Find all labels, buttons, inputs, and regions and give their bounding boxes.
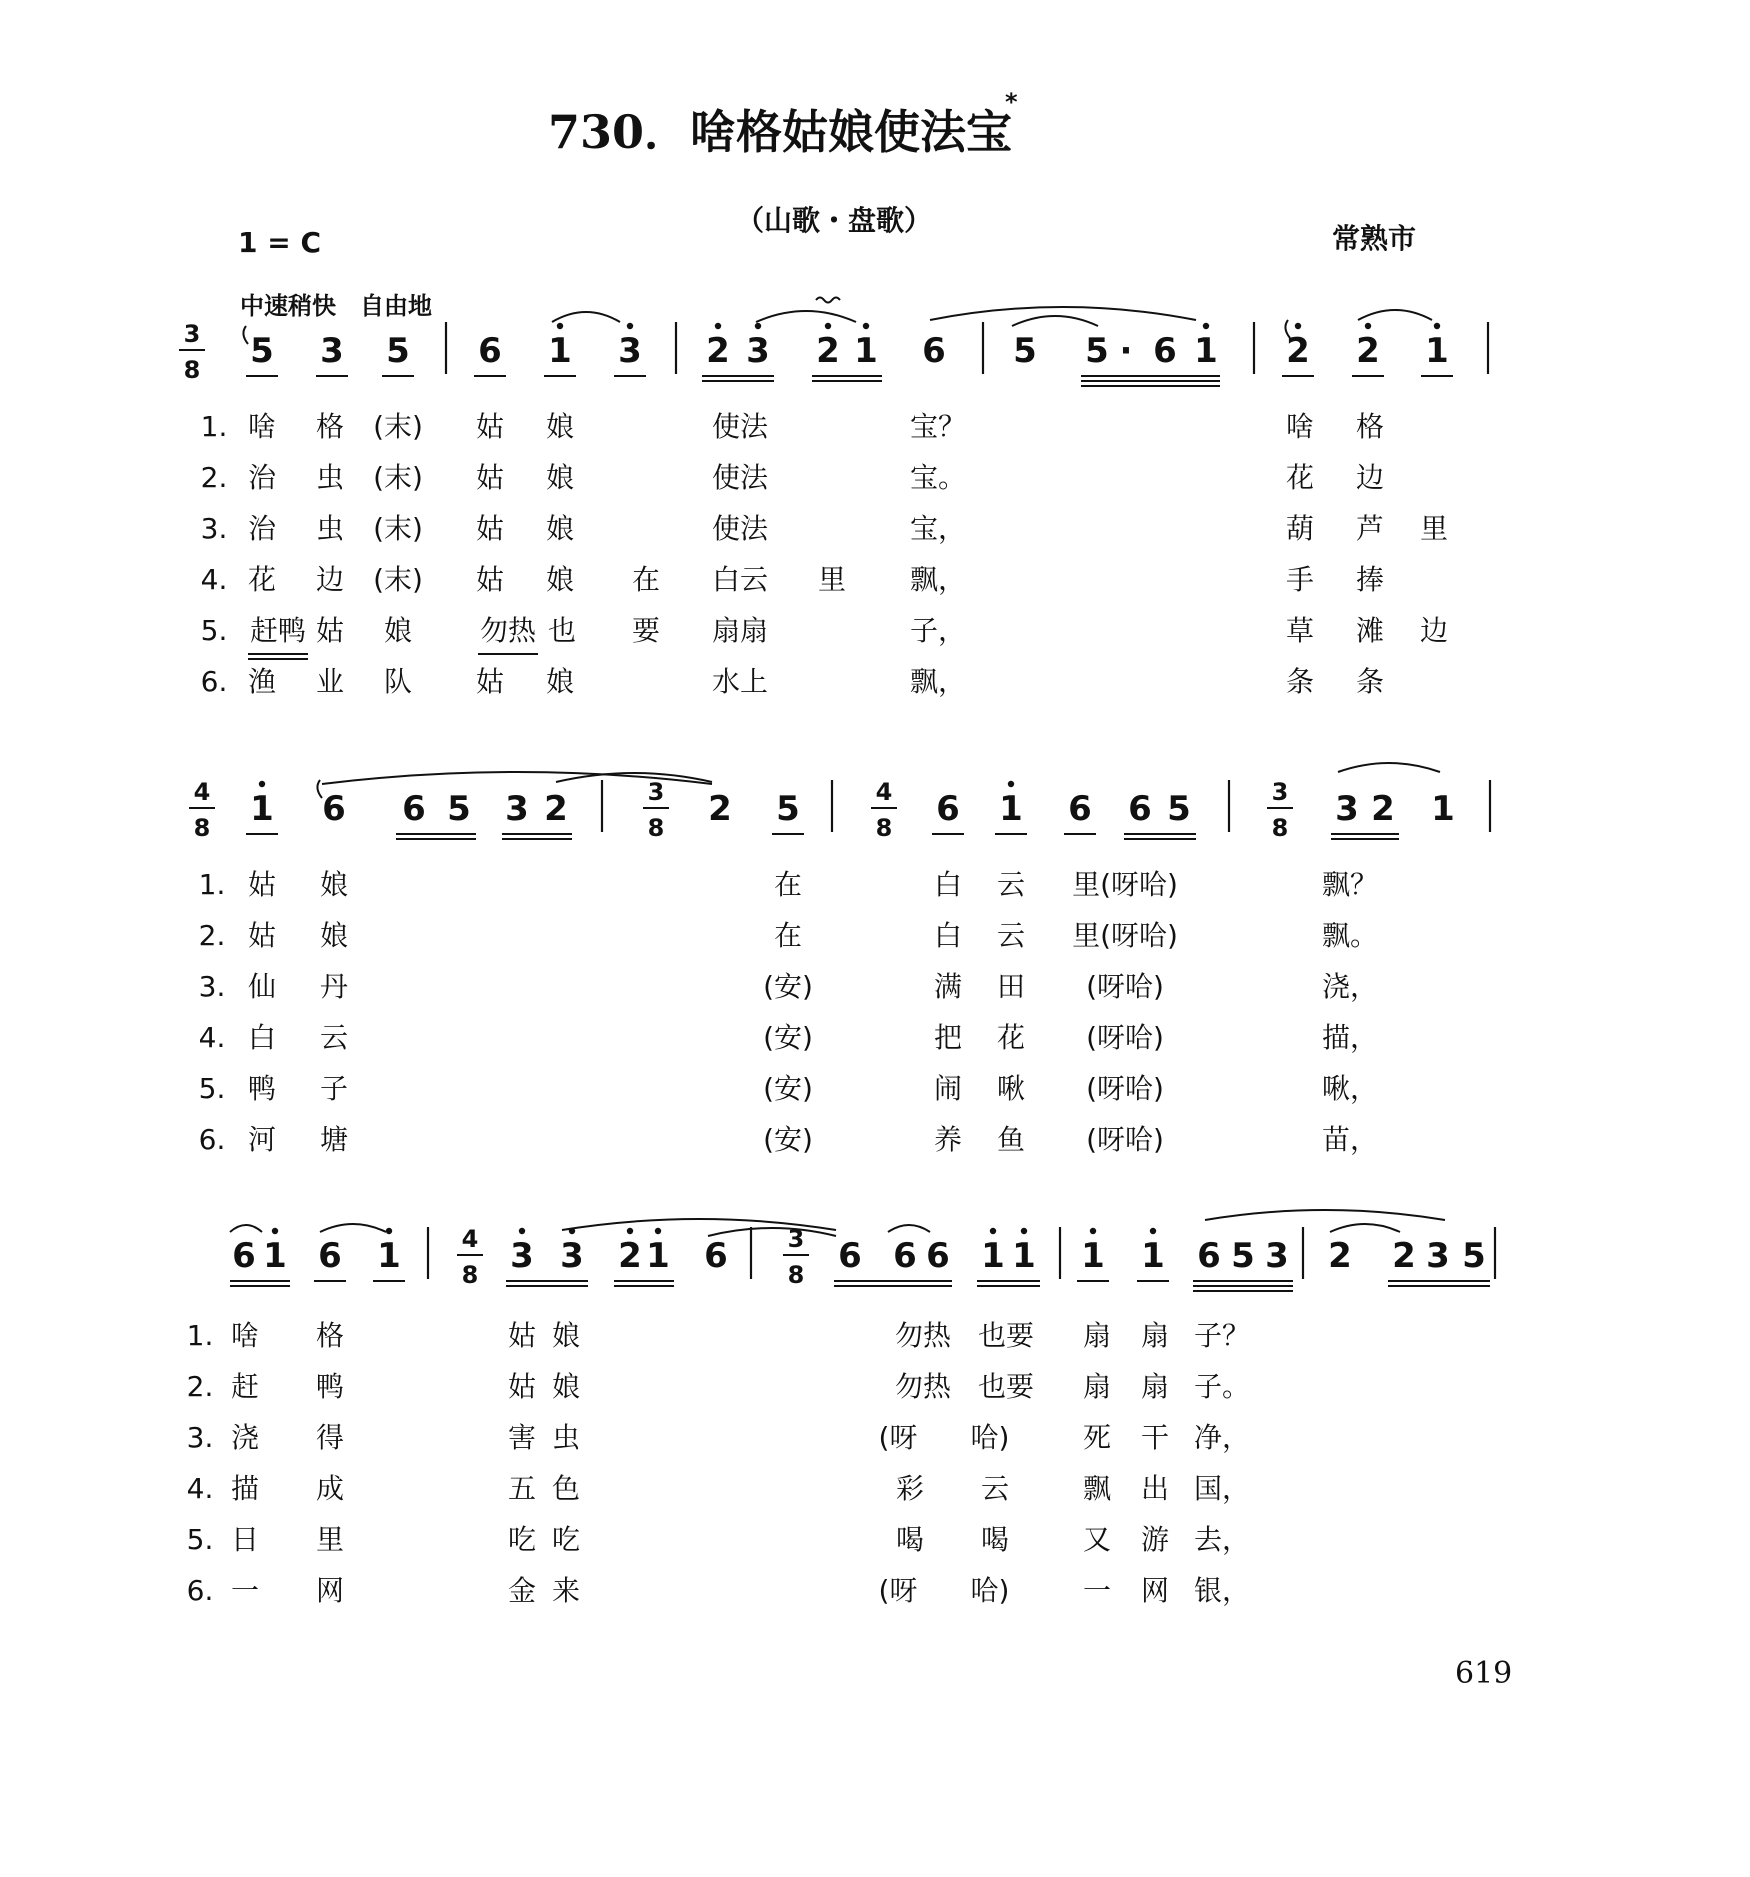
lyric-word: 也要 [977,1370,1035,1403]
melody-note: 6 [478,331,502,371]
lyric-word: 飘 [1082,1472,1112,1505]
time-sig-numerator: 4 [461,1225,479,1253]
octave-dot [715,323,721,329]
lyric-word: 使法 [711,512,769,545]
lyric-word: 3. [198,970,226,1003]
melody-note: 1 [1431,789,1455,829]
lyric-word: 也 [547,614,577,647]
melody-note: 5 [386,331,410,371]
lyric-word: 要 [631,614,661,647]
lyric-word: 1. [200,410,228,443]
lyric-word: 喝 [980,1523,1010,1556]
lyric-word: (呀哈) [1086,1021,1164,1054]
lyric-word: 鸭 [315,1370,345,1403]
lyric-word: 白 [933,919,963,952]
lyric-word: 6. [198,1123,226,1156]
time-sig-numerator: 3 [787,1225,805,1253]
lyric-word: 5. [186,1523,214,1556]
lyric-word: 银， [1193,1574,1251,1607]
melody-note: 1 [646,1236,670,1276]
lyric-word: 5. [200,614,228,647]
lyric-word: 姑 [475,665,505,698]
lyric-word: 得 [315,1421,345,1454]
octave-dot [1008,781,1014,787]
time-sig-numerator: 4 [875,778,893,806]
lyric-word: 勿热 [894,1370,952,1403]
lyric-word: 里 [1419,512,1449,545]
lyric-word: 闹 [933,1072,963,1105]
lyric-word: 在 [773,868,803,901]
lyric-word: 啾， [1321,1072,1379,1105]
lyric-word: 条 [1355,665,1385,698]
lyric-word: 描 [230,1472,260,1505]
lyric-word: 里 [315,1523,345,1556]
melody-note: 6 [893,1236,917,1276]
lyric-word: 姑 [475,563,505,596]
lyric-word: 云 [980,1472,1010,1505]
lyric-word: 治 [247,461,277,494]
octave-dot [627,1228,633,1234]
lyric-word: 飘， [909,665,967,698]
octave-dot [990,1228,996,1234]
lyric-word: 里(呀哈) [1072,868,1178,901]
song-title: 730．啥格姑娘使法宝 [548,105,1013,159]
slur [1358,310,1432,320]
melody-note: 1 [1141,1236,1165,1276]
melody-note: 5 [1462,1236,1486,1276]
melody-note: 3 [1265,1236,1289,1276]
lyric-word: 3. [200,512,228,545]
lyric-word: 1. [198,868,226,901]
time-sig-denominator: 8 [875,814,893,842]
melody-note: 6 [926,1236,950,1276]
lyric-word: (呀 [878,1574,918,1607]
slur [320,1224,386,1232]
lyric-word: 浇， [1321,970,1379,1003]
lyric-word: 娘 [551,1370,581,1403]
lyric-word: 6. [200,665,228,698]
lyric-word: 宝？ [909,410,967,443]
slur [1330,1224,1400,1232]
lyric-word: 3. [186,1421,214,1454]
slur [1012,316,1098,326]
lyric-word: 里(呀哈) [1072,919,1178,952]
melody-note: 3 [320,331,344,371]
lyric-word: 2. [186,1370,214,1403]
lyric-word: 娘 [545,410,575,443]
lyric-word: (末) [373,461,423,494]
melody-note: 3 [1426,1236,1450,1276]
lyric-word: 哈) [970,1574,1010,1607]
lyric-word: (安) [763,1072,813,1105]
lyric-word: 彩 [895,1472,925,1505]
lyric-word: 使法 [711,461,769,494]
melody-note: 3 [510,1236,534,1276]
lyric-word: 害 [507,1421,537,1454]
melody-note: 2 [1371,789,1395,829]
lyric-word: 虫 [315,461,345,494]
lyric-word: (安) [763,1123,813,1156]
lyric-word: 飘， [909,563,967,596]
time-sig-denominator: 8 [787,1261,805,1289]
lyric-word: 也要 [977,1319,1035,1352]
lyric-word: 哈) [970,1421,1010,1454]
octave-dot [519,1228,525,1234]
lyric-word: 4. [186,1472,214,1505]
lyric-word: 一 [1082,1574,1112,1607]
lyric-word: 金 [507,1574,537,1607]
melody-note: 5 [1085,331,1109,371]
melody-note: 3 [618,331,642,371]
melody-note: 1 [981,1236,1005,1276]
lyric-word: 虫 [315,512,345,545]
time-sig-denominator: 8 [1271,814,1289,842]
lyric-word: 浇 [230,1421,260,1454]
melody-note: 3 [560,1236,584,1276]
time-sig-numerator: 3 [183,320,201,348]
lyric-word: 仙 [247,970,277,1003]
octave-dot [1203,323,1209,329]
slur [230,1225,262,1232]
time-sig-numerator: 4 [193,778,211,806]
melody-note: 2 [544,789,568,829]
lyric-word: 花 [247,563,277,596]
lyric-word: 又 [1082,1523,1112,1556]
lyric-word: 2. [200,461,228,494]
lyric-word: 日 [230,1523,260,1556]
lyric-word: 赶 [230,1370,260,1403]
lyric-word: 鱼 [996,1123,1026,1156]
genre-subtitle: （山歌・盘歌） [736,204,933,237]
octave-dot [272,1228,278,1234]
melody-note: 2 [618,1236,642,1276]
lyric-word: (呀 [878,1421,918,1454]
lyric-word: 虫 [551,1421,581,1454]
lyric-word: 捧 [1355,563,1385,596]
melody-note: 6 [1068,789,1092,829]
lyrics-block [187,410,1448,1607]
lyric-word: 水上 [711,665,769,698]
lyric-word: 扇扇 [711,614,769,647]
octave-dot [386,1228,392,1234]
lyric-word: 来 [551,1574,581,1607]
lyric-word: 网 [1140,1574,1170,1607]
page-number: 619 [1455,1656,1513,1691]
octave-dot [557,323,563,329]
lyric-word: 姑 [315,614,345,647]
octave-dot [755,323,761,329]
lyric-word: 去， [1193,1523,1251,1556]
lyric-word: 扇 [1082,1370,1112,1403]
lyric-word: 条 [1285,665,1315,698]
title-footnote-mark: * [1005,88,1018,116]
melody-note: 1 [548,331,572,371]
melody-note: 5 [250,331,274,371]
lyric-word: 滩 [1355,614,1385,647]
melody-note: 1 [1012,1236,1036,1276]
octave-dot [1021,1228,1027,1234]
slur [888,1225,930,1232]
lyric-word: (末) [373,410,423,443]
lyric-word: 养 [933,1123,963,1156]
melody-note: 2 [1392,1236,1416,1276]
melody-note: 5 [1013,331,1037,371]
lyric-word: (呀哈) [1086,1123,1164,1156]
lyric-word: 边 [315,563,345,596]
lyric-word: 鸭 [247,1072,277,1105]
octave-dot [863,323,869,329]
lyric-word: 干 [1140,1421,1170,1454]
lyric-word: 宝， [909,512,967,545]
lyric-word: 云 [996,919,1026,952]
lyric-word: 游 [1140,1523,1170,1556]
lyric-word: 5. [198,1072,226,1105]
lyric-word: 格 [1355,410,1385,443]
lyric-word: 姑 [507,1319,537,1352]
melody-note: 3 [505,789,529,829]
lyric-word: 扇 [1140,1319,1170,1352]
lyric-word: 娘 [545,665,575,698]
melody-note: 6 [318,1236,342,1276]
melody-note: 1 [250,789,274,829]
melody-note: 6 [402,789,426,829]
lyric-word: 啥 [230,1319,260,1352]
melody-note: 2 [816,331,840,371]
lyric-word: 边 [1355,461,1385,494]
lyric-word: 2. [198,919,226,952]
time-sig-denominator: 8 [183,356,201,384]
lyric-word: 死 [1082,1421,1112,1454]
lyric-word: 4. [198,1021,226,1054]
melody-note: 1 [263,1236,287,1276]
region-label: 常熟市 [1332,222,1417,255]
lyric-word: 使法 [711,410,769,443]
lyric-word: 格 [315,1319,345,1352]
lyric-word: 娘 [319,919,349,952]
lyric-word: 把 [933,1021,963,1054]
melody-note: 6 [838,1236,862,1276]
melody-note: 1 [1194,331,1218,371]
lyric-word: 云 [319,1021,349,1054]
lyric-word: 飘。 [1321,919,1379,952]
slur [708,1228,836,1236]
slur [930,307,1196,320]
melody-note: 6 [232,1236,256,1276]
lyric-word: 河 [247,1123,277,1156]
melody-note: 6 [1128,789,1152,829]
lyric-word: 业 [315,665,345,698]
time-sig-denominator: 8 [193,814,211,842]
lyric-word: (呀哈) [1086,970,1164,1003]
lyric-word: 勿热 [894,1319,952,1352]
melody-note: 6 [922,331,946,371]
octave-dot [655,1228,661,1234]
ornament-mark [816,298,840,303]
lyric-word: 白 [247,1021,277,1054]
lyric-word: 赶鸭 [249,614,307,647]
lyric-word: 娘 [545,512,575,545]
lyric-word: 吃 [551,1523,581,1556]
lyric-word: (安) [763,970,813,1003]
lyric-word: 云 [996,868,1026,901]
lyric-word: 喝 [895,1523,925,1556]
lyric-word: 宝。 [909,461,967,494]
octave-dot [1090,1228,1096,1234]
melody-note: 5 [776,789,800,829]
lyric-word: 在 [631,563,661,596]
lyric-word: (呀哈) [1086,1072,1164,1105]
melody-note: 3 [746,331,770,371]
melody-note: 2 [708,789,732,829]
melody-note: 1 [854,331,878,371]
lyric-word: 勿热 [479,614,537,647]
lyric-word: 治 [247,512,277,545]
lyric-word: (末) [373,512,423,545]
time-sig-denominator: 8 [461,1261,479,1289]
lyric-word: 6. [186,1574,214,1607]
grace-mark [243,326,248,344]
melody-note: 2 [1328,1236,1352,1276]
lyric-word: 成 [315,1472,345,1505]
lyric-word: 白 [933,868,963,901]
melody-note: 1 [999,789,1023,829]
lyric-word: 娘 [319,868,349,901]
lyric-word: 在 [773,919,803,952]
lyric-word: 子。 [1193,1370,1251,1403]
octave-dot [825,323,831,329]
melody-note: 6 [322,789,346,829]
lyric-word: 子 [319,1072,349,1105]
melody-note: 2 [706,331,730,371]
lyric-word: 娘 [383,614,413,647]
lyric-word: 满 [933,970,963,1003]
slur [552,312,620,322]
lyric-word: 花 [1285,461,1315,494]
lyric-word: 姑 [475,410,505,443]
lyric-word: 五 [507,1472,537,1505]
lyric-word: 队 [383,665,413,698]
lyric-word: 吃 [507,1523,537,1556]
lyric-word: 啥 [247,410,277,443]
melody-note: 1 [1081,1236,1105,1276]
melody-note: 6 [704,1236,728,1276]
octave-dot [1295,323,1301,329]
melody-note: 1 [377,1236,401,1276]
lyric-word: 格 [315,410,345,443]
lyric-word: 啾 [996,1072,1026,1105]
lyric-word: 娘 [545,563,575,596]
melody-note: · [1119,331,1133,371]
lyric-word: 芦 [1355,512,1385,545]
lyric-word: 手 [1285,563,1315,596]
lyric-word: 白云 [711,563,769,596]
lyric-word: 一 [230,1574,260,1607]
lyric-word: 娘 [545,461,575,494]
lyric-word: 子， [909,614,967,647]
lyric-word: 4. [200,563,228,596]
lyric-word: 姑 [247,868,277,901]
melody-note: 2 [1286,331,1310,371]
octave-dot [259,781,265,787]
octave-dot [1150,1228,1156,1234]
lyric-word: 里 [817,563,847,596]
lyric-word: 啥 [1285,410,1315,443]
melody-note: 3 [1335,789,1359,829]
key-signature: 1 = C [238,226,321,259]
lyric-word: 边 [1419,614,1449,647]
melody-note: 6 [936,789,960,829]
melody-note: 5 [1231,1236,1255,1276]
octave-dot [1365,323,1371,329]
lyric-word: 色 [551,1472,581,1505]
lyric-word: 姑 [475,512,505,545]
octave-dot [627,323,633,329]
time-sig-numerator: 3 [1271,778,1289,806]
lyric-word: 子？ [1193,1319,1251,1352]
lyric-word: 扇 [1140,1370,1170,1403]
lyric-word: (末) [373,563,423,596]
melody-note: 5 [1167,789,1191,829]
lyric-word: 姑 [475,461,505,494]
lyric-word: 姑 [247,919,277,952]
time-sig-numerator: 3 [647,778,665,806]
lyric-word: 渔 [247,665,277,698]
lyric-word: 1. [186,1319,214,1352]
lyric-word: 净， [1193,1421,1251,1454]
tempo-marking: 中速稍快 自由地 [240,292,432,320]
melody-note: 6 [1153,331,1177,371]
lyric-word: 葫 [1285,512,1315,545]
lyric-word: (安) [763,1021,813,1054]
lyric-word: 草 [1285,614,1315,647]
lyric-word: 飘？ [1321,868,1379,901]
octave-dot [1434,323,1440,329]
lyric-word: 丹 [319,970,349,1003]
time-sig-denominator: 8 [647,814,665,842]
lyric-word: 姑 [507,1370,537,1403]
lyric-word: 娘 [551,1319,581,1352]
melody-note: 5 [447,789,471,829]
melody-note: 1 [1425,331,1449,371]
melody-note: 2 [1356,331,1380,371]
lyric-word: 网 [315,1574,345,1607]
lyric-word: 描， [1321,1021,1379,1054]
lyric-word: 塘 [319,1123,349,1156]
lyric-word: 苗， [1321,1123,1379,1156]
lyric-word: 出 [1140,1472,1170,1505]
lyric-word: 国， [1193,1472,1251,1505]
slur [1338,763,1440,772]
lyric-word: 花 [996,1021,1026,1054]
lyric-word: 扇 [1082,1319,1112,1352]
slur [1205,1210,1445,1220]
slur [756,311,856,322]
melody-note: 6 [1197,1236,1221,1276]
lyric-word: 田 [996,970,1026,1003]
